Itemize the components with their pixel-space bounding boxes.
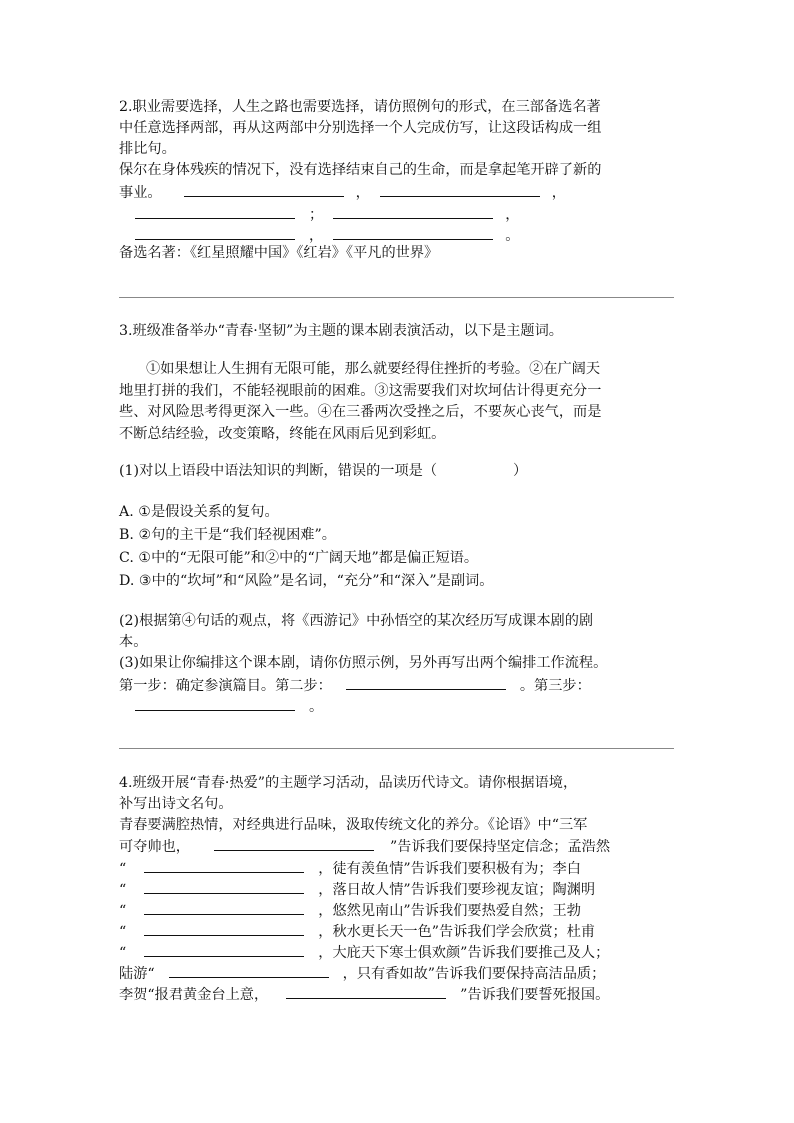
q4-blank-6[interactable]: [144, 942, 304, 957]
q4-line8-text-b: ，只有香如故”告诉我们要保持高洁品质；: [342, 966, 606, 982]
q2-comma: ，: [551, 185, 566, 201]
q3-steps-end: 。: [309, 699, 324, 715]
q3-passage-line-3: 些、对风险思考得更深入一些。④在三番两次受挫之后，不要灰心丧气，而是: [119, 404, 602, 420]
q2-answer-blank-1[interactable]: [184, 182, 344, 197]
q3-steps-text-b: 。第三步：: [519, 678, 591, 694]
q2-semicolon: ；: [309, 207, 324, 223]
q3-sub1-text: (1)对以上语段中语法知识的判断，错误的一项是（: [119, 463, 438, 479]
q3-sub1: [119, 461, 527, 481]
q2-example-end: 事业。: [119, 185, 162, 201]
q3-choice-d: D. ③中的“坎坷”和“风险”是名词，“充分”和“深入”是副词。: [119, 573, 494, 589]
q4-line-5: [119, 900, 581, 921]
q4-line4-text: ，落日故人情”告诉我们要珍视友谊；陶渊明: [318, 882, 596, 898]
q4-line-4: [119, 879, 595, 900]
q2-prompt-line-2: 中任意选择两部，再从这两部中分别选择一个人完成仿写，让这段话构成一组: [119, 120, 602, 136]
q2-options: 备选名著：《红星照耀中国》《红岩》《平凡的世界》: [119, 245, 439, 261]
q4-blank-7[interactable]: [169, 963, 329, 978]
q3-sub2-line-1: (2)根据第④句话的观点，将《西游记》中孙悟空的某次经历写成课本剧的剧: [119, 613, 594, 629]
q4-blank-1[interactable]: [214, 836, 374, 851]
q3-sub1-close: ）: [513, 463, 528, 479]
q4-line-9: [119, 984, 609, 1005]
q3-prompt: 3.班级准备举办“青春·坚韧”为主题的课本剧表演活动，以下是主题词。: [119, 323, 563, 339]
q4-open-quote: “: [119, 882, 127, 898]
q4-prompt-line-2: 补写出诗文名句。: [119, 796, 233, 812]
q2-comma: ，: [355, 185, 370, 201]
q2-answer-blank-3[interactable]: [135, 204, 295, 219]
q2-period: 。: [505, 228, 520, 244]
q4-open-quote: “: [119, 924, 127, 940]
q2-prompt-line-3: 排比句。: [119, 141, 176, 157]
q2-comma: ，: [505, 207, 520, 223]
q4-line5-text: ，悠然见南山”告诉我们要热爱自然；王勃: [318, 903, 581, 919]
q3-passage-line-2: 地里打拼的我们，不能轻视眼前的困难。③这需要我们对坎坷估计得更充分一: [119, 383, 602, 399]
q4-line-8: [119, 963, 605, 984]
q4-blank-5[interactable]: [144, 921, 304, 936]
q3-step3-blank[interactable]: [135, 696, 295, 711]
q4-line9-text-a: 李贺“报君黄金台上意，: [119, 987, 269, 1003]
q4-line8-text-a: 陆游“: [119, 966, 155, 982]
q2-answer-blank-6[interactable]: [333, 225, 493, 240]
q4-line-7: [119, 942, 609, 963]
q2-answer-row-2: [135, 204, 519, 225]
q4-blank-3[interactable]: [144, 879, 304, 894]
q3-steps-row-1: [119, 675, 591, 696]
q4-line-3: [119, 858, 581, 879]
q4-blank-2[interactable]: [144, 858, 304, 873]
section-divider: [119, 297, 674, 298]
q3-choice-c: C. ①中的“无限可能”和②中的“广阔天地”都是偏正短语。: [119, 550, 479, 566]
section-divider: [119, 748, 674, 749]
q4-open-quote: “: [119, 945, 127, 961]
q4-open-quote: “: [119, 903, 127, 919]
q4-line-1: 青春要满腔热情，对经典进行品味，汲取传统文化的养分。《论语》中“三军: [119, 817, 588, 833]
q4-blank-4[interactable]: [144, 900, 304, 915]
q3-passage-line-1: ①如果想让人生拥有无限可能，那么就要经得住挫折的考验。②在广阔天: [146, 361, 601, 377]
q4-open-quote: “: [119, 861, 127, 877]
q2-example-line-2: [119, 182, 566, 203]
q2-prompt-line-1: 2.职业需要选择，人生之路也需要选择，请仿照例句的形式，在三部备选名著: [119, 99, 601, 115]
q2-answer-blank-2[interactable]: [380, 182, 540, 197]
q4-line3-text: ，徒有羡鱼情”告诉我们要积极有为；李白: [318, 861, 581, 877]
q3-passage-line-4: 不断总结经验，改变策略，终能在风雨后见到彩虹。: [119, 426, 446, 442]
q3-sub2-line-2: 本。: [119, 634, 148, 650]
q2-comma: ，: [309, 228, 324, 244]
q4-prompt-line-1: 4.班级开展“青春·热爱”的主题学习活动，品读历代诗文。请你根据语境，: [119, 775, 578, 791]
q4-line2-text-b: ”告诉我们要保持坚定信念；孟浩然: [389, 839, 611, 855]
q2-answer-blank-5[interactable]: [135, 225, 295, 240]
q4-line-2: [119, 836, 610, 857]
q3-choice-b: B. ②句的主干是“我们轻视困难”。: [119, 527, 336, 543]
q4-blank-8[interactable]: [286, 984, 446, 999]
q4-line7-text: ，大庇天下寒士俱欢颜”告诉我们要推己及人；: [318, 945, 610, 961]
q4-line2-text-a: 可夺帅也，: [119, 839, 190, 855]
q4-line-6: [119, 921, 595, 942]
q3-steps-text-a: 第一步：确定参演篇目。第二步：: [119, 678, 332, 694]
q4-line6-text: ，秋水更长天一色”告诉我们学会欣赏；杜甫: [318, 924, 596, 940]
q3-choice-a: A. ①是假设关系的复句。: [119, 504, 279, 520]
q3-step2-blank[interactable]: [346, 675, 506, 690]
q3-sub3: (3)如果让你编排这个课本剧，请你仿照示例，另外再写出两个编排工作流程。: [119, 655, 608, 671]
q2-example-line-1: 保尔在身体残疾的情况下，没有选择结束自己的生命，而是拿起笔开辟了新的: [119, 162, 602, 178]
q2-answer-blank-4[interactable]: [333, 204, 493, 219]
q4-line9-text-b: ”告诉我们要誓死报国。: [460, 987, 610, 1003]
q3-steps-row-2: [135, 696, 323, 717]
